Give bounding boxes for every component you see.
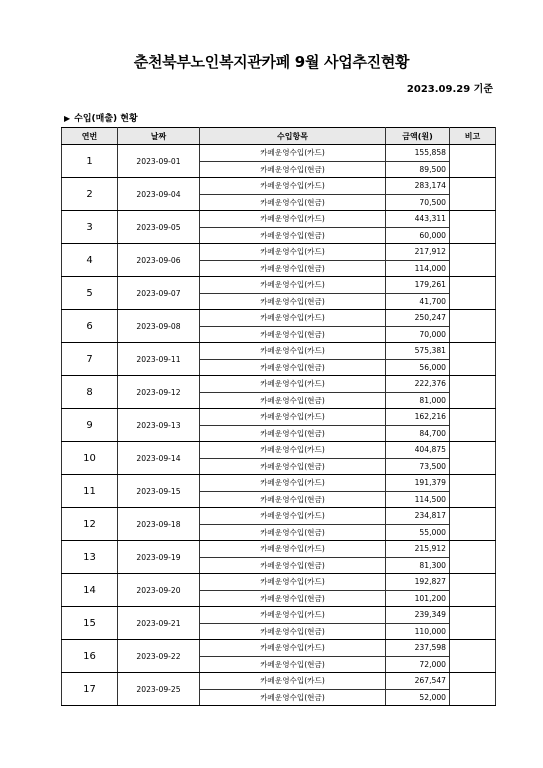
row-date: 2023-09-11 <box>118 343 200 376</box>
row-item-card: 카페운영수입(카드) <box>200 310 386 327</box>
row-amount-cash: 89,500 <box>386 161 450 178</box>
row-number: 16 <box>62 640 118 673</box>
row-note <box>450 508 496 541</box>
row-date: 2023-09-04 <box>118 178 200 211</box>
row-date: 2023-09-06 <box>118 244 200 277</box>
row-amount-card: 443,311 <box>386 211 450 228</box>
row-item-card: 카페운영수입(카드) <box>200 442 386 459</box>
row-amount-cash: 72,000 <box>386 656 450 673</box>
row-amount-card: 575,381 <box>386 343 450 360</box>
row-item-cash: 카페운영수입(현금) <box>200 293 386 310</box>
row-amount-cash: 70,500 <box>386 194 450 211</box>
row-amount-card: 215,912 <box>386 541 450 558</box>
row-amount-cash: 114,500 <box>386 491 450 508</box>
row-item-cash: 카페운영수입(현금) <box>200 194 386 211</box>
row-item-card: 카페운영수입(카드) <box>200 640 386 657</box>
row-amount-card: 234,817 <box>386 508 450 525</box>
table-row <box>62 178 496 195</box>
row-note <box>450 145 496 178</box>
row-number: 6 <box>62 310 118 343</box>
header-no: 연번 <box>62 128 118 145</box>
row-amount-cash: 81,300 <box>386 557 450 574</box>
row-amount-card: 191,379 <box>386 475 450 492</box>
row-amount-cash: 70,000 <box>386 326 450 343</box>
row-amount-card: 237,598 <box>386 640 450 657</box>
row-date: 2023-09-12 <box>118 376 200 409</box>
row-item-card: 카페운영수입(카드) <box>200 343 386 360</box>
table-row <box>62 640 496 657</box>
row-amount-cash: 52,000 <box>386 689 450 706</box>
row-date: 2023-09-01 <box>118 145 200 178</box>
row-amount-card: 192,827 <box>386 574 450 591</box>
table-row <box>62 673 496 690</box>
section-label: 수입(매출) 현황 <box>74 114 138 124</box>
row-amount-cash: 114,000 <box>386 260 450 277</box>
row-amount-card: 250,247 <box>386 310 450 327</box>
row-amount-cash: 41,700 <box>386 293 450 310</box>
row-item-card: 카페운영수입(카드) <box>200 244 386 261</box>
table-row <box>62 607 496 624</box>
row-number: 5 <box>62 277 118 310</box>
row-item-cash: 카페운영수입(현금) <box>200 656 386 673</box>
row-number: 1 <box>62 145 118 178</box>
row-note <box>450 376 496 409</box>
row-amount-card: 283,174 <box>386 178 450 195</box>
row-note <box>450 442 496 475</box>
header-date: 날짜 <box>118 128 200 145</box>
row-amount-cash: 60,000 <box>386 227 450 244</box>
row-item-cash: 카페운영수입(현금) <box>200 392 386 409</box>
row-amount-cash: 101,200 <box>386 590 450 607</box>
header-amount: 금액(원) <box>386 128 450 145</box>
section-heading <box>64 111 138 124</box>
row-date: 2023-09-20 <box>118 574 200 607</box>
row-note <box>450 640 496 673</box>
row-amount-card: 404,875 <box>386 442 450 459</box>
row-note <box>450 277 496 310</box>
row-item-card: 카페운영수입(카드) <box>200 178 386 195</box>
row-item-card: 카페운영수입(카드) <box>200 673 386 690</box>
row-number: 8 <box>62 376 118 409</box>
row-amount-card: 217,912 <box>386 244 450 261</box>
row-item-cash: 카페운영수입(현금) <box>200 161 386 178</box>
table-row <box>62 376 496 393</box>
row-date: 2023-09-19 <box>118 541 200 574</box>
table-row <box>62 508 496 525</box>
row-item-card: 카페운영수입(카드) <box>200 277 386 294</box>
row-item-cash: 카페운영수입(현금) <box>200 227 386 244</box>
row-note <box>450 475 496 508</box>
row-amount-cash: 73,500 <box>386 458 450 475</box>
row-item-card: 카페운영수입(카드) <box>200 475 386 492</box>
row-item-cash: 카페운영수입(현금) <box>200 623 386 640</box>
row-number: 3 <box>62 211 118 244</box>
row-item-cash: 카페운영수입(현금) <box>200 689 386 706</box>
row-note <box>450 178 496 211</box>
row-item-cash: 카페운영수입(현금) <box>200 425 386 442</box>
row-amount-cash: 56,000 <box>386 359 450 376</box>
table-body <box>62 145 496 706</box>
header-item: 수입항목 <box>200 128 386 145</box>
row-date: 2023-09-22 <box>118 640 200 673</box>
row-item-cash: 카페운영수입(현금) <box>200 260 386 277</box>
row-item-card: 카페운영수입(카드) <box>200 145 386 162</box>
row-number: 9 <box>62 409 118 442</box>
row-item-cash: 카페운영수입(현금) <box>200 458 386 475</box>
row-number: 12 <box>62 508 118 541</box>
row-item-cash: 카페운영수입(현금) <box>200 524 386 541</box>
row-item-cash: 카페운영수입(현금) <box>200 557 386 574</box>
row-item-card: 카페운영수입(카드) <box>200 376 386 393</box>
row-number: 2 <box>62 178 118 211</box>
row-date: 2023-09-25 <box>118 673 200 706</box>
table-row <box>62 475 496 492</box>
header-note: 비고 <box>450 128 496 145</box>
row-item-cash: 카페운영수입(현금) <box>200 590 386 607</box>
as-of-date: 2023.09.29 기준 <box>406 84 493 95</box>
table-row <box>62 244 496 261</box>
row-number: 10 <box>62 442 118 475</box>
row-item-card: 카페운영수입(카드) <box>200 508 386 525</box>
row-amount-cash: 110,000 <box>386 623 450 640</box>
row-note <box>450 244 496 277</box>
page-title: 춘천북부노인복지관카페 9월 사업추진현황 <box>133 53 410 71</box>
table-row <box>62 211 496 228</box>
row-note <box>450 607 496 640</box>
row-date: 2023-09-08 <box>118 310 200 343</box>
table-header-row <box>62 128 496 145</box>
row-amount-card: 155,858 <box>386 145 450 162</box>
row-item-card: 카페운영수입(카드) <box>200 409 386 426</box>
table-row <box>62 310 496 327</box>
row-note <box>450 310 496 343</box>
row-number: 17 <box>62 673 118 706</box>
row-number: 11 <box>62 475 118 508</box>
table-row <box>62 574 496 591</box>
row-amount-cash: 55,000 <box>386 524 450 541</box>
row-date: 2023-09-18 <box>118 508 200 541</box>
row-date: 2023-09-13 <box>118 409 200 442</box>
row-amount-cash: 81,000 <box>386 392 450 409</box>
row-number: 15 <box>62 607 118 640</box>
row-item-card: 카페운영수입(카드) <box>200 574 386 591</box>
row-amount-cash: 84,700 <box>386 425 450 442</box>
row-note <box>450 409 496 442</box>
row-item-card: 카페운영수입(카드) <box>200 541 386 558</box>
row-date: 2023-09-14 <box>118 442 200 475</box>
row-amount-card: 267,547 <box>386 673 450 690</box>
triangle-marker-icon: ▶ <box>64 114 71 123</box>
table-row <box>62 409 496 426</box>
row-amount-card: 179,261 <box>386 277 450 294</box>
row-amount-card: 162,216 <box>386 409 450 426</box>
table-row <box>62 442 496 459</box>
row-amount-card: 222,376 <box>386 376 450 393</box>
row-date: 2023-09-15 <box>118 475 200 508</box>
row-item-card: 카페운영수입(카드) <box>200 211 386 228</box>
row-item-card: 카페운영수입(카드) <box>200 607 386 624</box>
row-item-cash: 카페운영수입(현금) <box>200 359 386 376</box>
row-note <box>450 574 496 607</box>
row-date: 2023-09-21 <box>118 607 200 640</box>
row-number: 4 <box>62 244 118 277</box>
row-date: 2023-09-05 <box>118 211 200 244</box>
row-note <box>450 673 496 706</box>
row-number: 14 <box>62 574 118 607</box>
row-note <box>450 343 496 376</box>
row-item-cash: 카페운영수입(현금) <box>200 491 386 508</box>
row-number: 13 <box>62 541 118 574</box>
row-note <box>450 211 496 244</box>
revenue-table <box>61 127 496 706</box>
row-item-cash: 카페운영수입(현금) <box>200 326 386 343</box>
row-date: 2023-09-07 <box>118 277 200 310</box>
table-row <box>62 541 496 558</box>
table-row <box>62 277 496 294</box>
table-row <box>62 343 496 360</box>
table-row <box>62 145 496 162</box>
row-number: 7 <box>62 343 118 376</box>
row-note <box>450 541 496 574</box>
row-amount-card: 239,349 <box>386 607 450 624</box>
